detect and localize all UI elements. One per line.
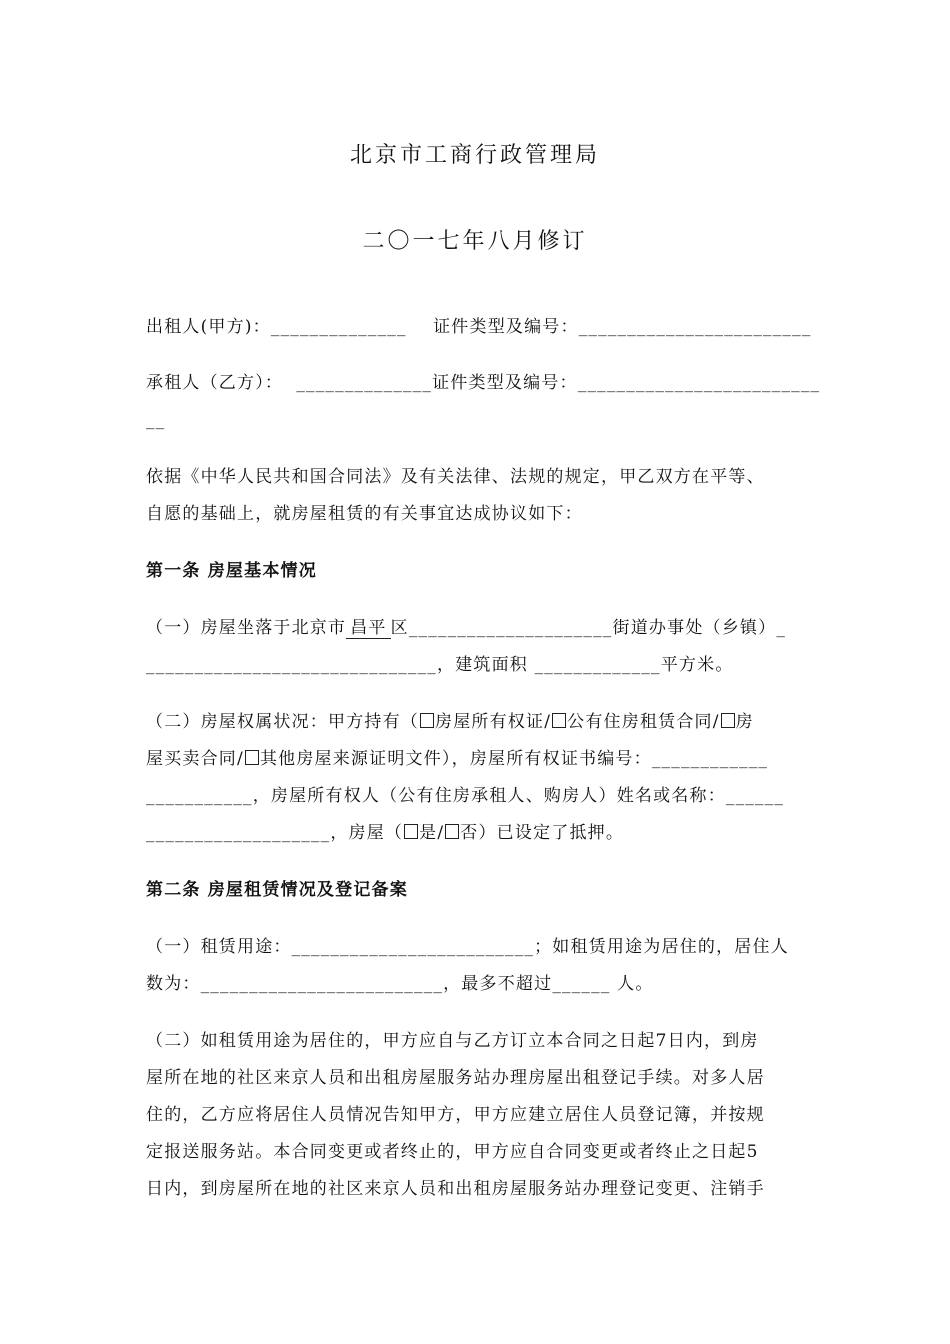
- lessor-id-label: 证件类型及编号：: [433, 317, 579, 337]
- lessor-label: 出租人(甲方)：: [146, 317, 271, 337]
- issuer-title: 北京市工商行政管理局: [349, 143, 600, 168]
- owner-name-field[interactable]: ______: [725, 786, 785, 806]
- option-label: 公有住房租赁合同/: [567, 712, 720, 732]
- clause-text: ，建筑面积: [437, 655, 528, 675]
- lease-purpose-field[interactable]: _________________________: [291, 937, 535, 957]
- lessee-id-field-continued[interactable]: __: [146, 410, 166, 430]
- article2-heading: 第二条 房屋租赁情况及登记备案: [146, 880, 408, 900]
- clause-text: ，房屋所有权人（公有住房承租人、购房人）姓名或名称：: [252, 786, 726, 806]
- checkbox-other-proof[interactable]: [245, 750, 259, 765]
- lessor-id-field[interactable]: ________________________: [578, 317, 812, 337]
- owner-name-field-cont[interactable]: ___________________: [146, 823, 331, 843]
- option-label: 否）已设定了抵押。: [460, 823, 625, 843]
- lessee-id-field[interactable]: _________________________: [577, 373, 821, 393]
- district-field[interactable]: 昌平: [346, 618, 390, 639]
- clause-text: 人。: [617, 974, 654, 994]
- intro-paragraph: [146, 459, 806, 533]
- clause-text: 区: [390, 618, 409, 638]
- clause-line: 日内，到房屋所在地的社区来京人员和出租房屋服务站办理登记变更、注销手: [146, 1179, 765, 1199]
- address-field[interactable]: ______________________________: [146, 655, 437, 675]
- clause-text: ；如租赁用途为居住的，居住人: [534, 937, 789, 957]
- clause-text: （一）租赁用途：: [146, 937, 292, 957]
- area-field[interactable]: _____________: [534, 655, 661, 675]
- article1-clause2: [146, 704, 806, 852]
- intro-line: 自愿的基础上，就房屋租赁的有关事宜达成协议如下：: [146, 504, 583, 524]
- clause-text: 数为：: [146, 974, 201, 994]
- lessor-line: [146, 309, 812, 346]
- clause-line: （二）如租赁用途为居住的，甲方应自与乙方订立本合同之日起7日内，到房: [146, 1031, 759, 1051]
- lessee-id-label: 证件类型及编号：: [432, 373, 578, 393]
- intro-line: 依据《中华人民共和国合同法》及有关法律、法规的规定，甲乙双方在平等、: [146, 467, 765, 487]
- checkbox-public-housing-lease[interactable]: [552, 713, 566, 728]
- clause-text: ，房屋（: [330, 823, 404, 843]
- option-label: 屋买卖合同/: [146, 749, 244, 769]
- clause-line: 住的，乙方应将居住人员情况告知甲方，甲方应建立居住人员登记簿，并按规: [146, 1105, 765, 1125]
- cert-number-field[interactable]: ____________: [651, 749, 769, 769]
- checkbox-purchase-contract[interactable]: [721, 713, 735, 728]
- lessee-name-field[interactable]: ______________: [296, 373, 433, 393]
- option-label: 是/: [419, 823, 445, 843]
- article1-heading: 第一条 房屋基本情况: [146, 561, 317, 581]
- clause-line: 屋所在地的社区来京人员和出租房屋服务站办理房屋出租登记手续。对多人居: [146, 1068, 765, 1088]
- lessee-label: 承租人（乙方）：: [146, 373, 284, 393]
- checkbox-mortgage-no[interactable]: [445, 824, 459, 839]
- clause-text: （二）房屋权属状况：甲方持有（: [146, 712, 419, 732]
- lessee-line: [146, 365, 821, 402]
- article2-clause2: [146, 1023, 806, 1208]
- article1-clause1: [146, 610, 806, 684]
- street-field[interactable]: _____________________: [408, 618, 613, 638]
- clause-text: （一）房屋坐落于北京市: [146, 618, 347, 638]
- option-label: 房: [735, 712, 754, 732]
- clause-text: ，最多不超过: [443, 974, 553, 994]
- option-label: 房屋所有权证/: [435, 712, 552, 732]
- cert-number-field-cont[interactable]: ___________: [146, 786, 253, 806]
- clause-line: 定报送服务站。本合同变更或者终止的，甲方应自合同变更或者终止之日起5: [146, 1142, 759, 1162]
- lessor-name-field[interactable]: ______________: [270, 317, 407, 337]
- checkbox-ownership-cert[interactable]: [420, 713, 434, 728]
- max-occupants-field[interactable]: ______: [552, 974, 611, 994]
- clause-text: 平方米。: [660, 655, 734, 675]
- option-label: 其他房屋来源证明文件），房屋所有权证书编号：: [259, 749, 652, 769]
- clause-text: 街道办事处（乡镇）_: [612, 618, 787, 638]
- checkbox-mortgage-yes[interactable]: [404, 824, 418, 839]
- occupant-count-field[interactable]: _________________________: [200, 974, 444, 994]
- article2-clause1: [146, 929, 806, 1003]
- revision-date: 二〇一七年八月修订: [362, 229, 588, 254]
